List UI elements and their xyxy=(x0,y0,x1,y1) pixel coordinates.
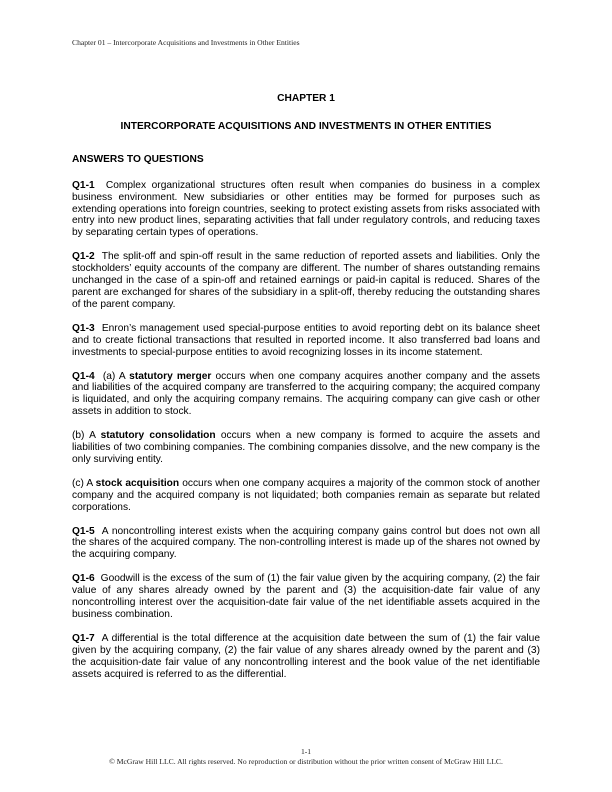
page-content xyxy=(72,93,540,681)
answer-q1-7 xyxy=(72,633,540,681)
part-prefix: (a) A xyxy=(102,370,126,382)
answer-text: A differential is the total difference at the acquisition date between the sum of (1) the fair value given by the acquiring company, (2) the fair value of any shares already owned by the parent and (3) the acquisition-date fair value of any noncontrolling interest and the book value of the net identifiable assets acquired is referred to as the differential. xyxy=(72,632,540,680)
answer-text: The split-off and spin-off result in the same reduction of reported assets and liabilities. Only the stockholders’ equity accounts of the company are different. The number of shares outstanding remains unchanged in the case of a spin-off and retained earnings or paid-in capital is reduced. Shares of the parent are exchanged for shares of the subsidiary in a split-off, thereby reducing the outstanding shares of the parent company. xyxy=(72,251,540,310)
answer-q1-4c xyxy=(72,478,540,514)
page-number: 1-1 xyxy=(300,747,312,756)
question-label: Q1-2 xyxy=(72,251,95,263)
question-label: Q1-4 xyxy=(72,370,95,382)
answer-text: Complex organizational structures often result when companies do business in a complex business environment. New subsidiaries or other entities may be formed for purposes such as extending operations into foreign countries, seeking to protect existing assets from risks associated with entry into new product lines, separating activities that fall under regulatory controls, and reducing taxes by separating certain types of operations. xyxy=(72,179,540,239)
answer-text: Goodwill is the excess of the sum of (1) the fair value given by the acquiring company, (2) the fair value of any shares already owned by the parent and (3) the acquisition-date fair value of any noncontrolling interest over the acquisition-date fair value of the net identifiable assets acquired in the business combination. xyxy=(72,573,540,620)
answer-text: A noncontrolling interest exists when the acquiring company gains control but does not own all the shares of the acquired company. The non-controlling interest is made up of the shares not owned by the acquiring company. xyxy=(72,525,540,561)
chapter-subtitle: INTERCORPORATE ACQUISITIONS AND INVESTMENTS IN OTHER ENTITIES xyxy=(120,120,492,132)
question-label: Q1-1 xyxy=(72,179,95,191)
part-prefix: (b) A xyxy=(72,430,96,442)
answer-q1-5 xyxy=(72,526,540,562)
answer-q1-1 xyxy=(72,180,540,240)
chapter-title: CHAPTER 1 xyxy=(277,93,335,104)
question-label: Q1-5 xyxy=(72,525,95,537)
answer-q1-4b xyxy=(72,430,540,466)
key-term: statutory consolidation xyxy=(100,430,216,442)
answer-q1-6 xyxy=(72,573,540,621)
key-term: stock acquisition xyxy=(95,477,180,489)
question-label: Q1-3 xyxy=(72,322,95,334)
section-heading: ANSWERS TO QUESTIONS xyxy=(72,153,204,165)
answer-text: occurs when a new company is formed to acquire the assets and liabilities of two combining companies. The combining companies dissolve, and the new company is the only surviving entity. xyxy=(72,430,541,465)
answer-text: occurs when one company acquires a majority of the common stock of another company and the acquired company is not liquidated; both companies remain as separate but related corporations. xyxy=(72,477,540,513)
answer-q1-4a xyxy=(72,371,540,419)
answer-text: Enron’s management used special-purpose entities to avoid reporting debt on its balance sheet and to create fictional transactions that resulted in reported income. It also transferred bad loans and investments to special-purpose entities to avoid recognizing losses in its income statement. xyxy=(72,322,540,358)
running-header: Chapter 01 – Intercorporate Acquisitions and Investments in Other Entities xyxy=(72,38,300,47)
answer-q1-3 xyxy=(72,323,540,359)
part-prefix: (c) A xyxy=(72,477,93,489)
question-label: Q1-6 xyxy=(72,573,95,585)
copyright-notice: © McGraw Hill LLC. All rights reserved. No reproduction or distribution without the prior written consent of McGraw Hill LLC. xyxy=(109,757,503,766)
answer-q1-2 xyxy=(72,251,540,311)
key-term: statutory merger xyxy=(129,370,212,382)
question-label: Q1-7 xyxy=(72,632,95,644)
answer-text: occurs when one company acquires another company and the assets and liabilities of the acquired company are transferred to the acquiring company; the acquired company is liquidated, and only the acquiring company remains. The acquiring company can give cash or other assets in addition to stock. xyxy=(72,370,540,418)
